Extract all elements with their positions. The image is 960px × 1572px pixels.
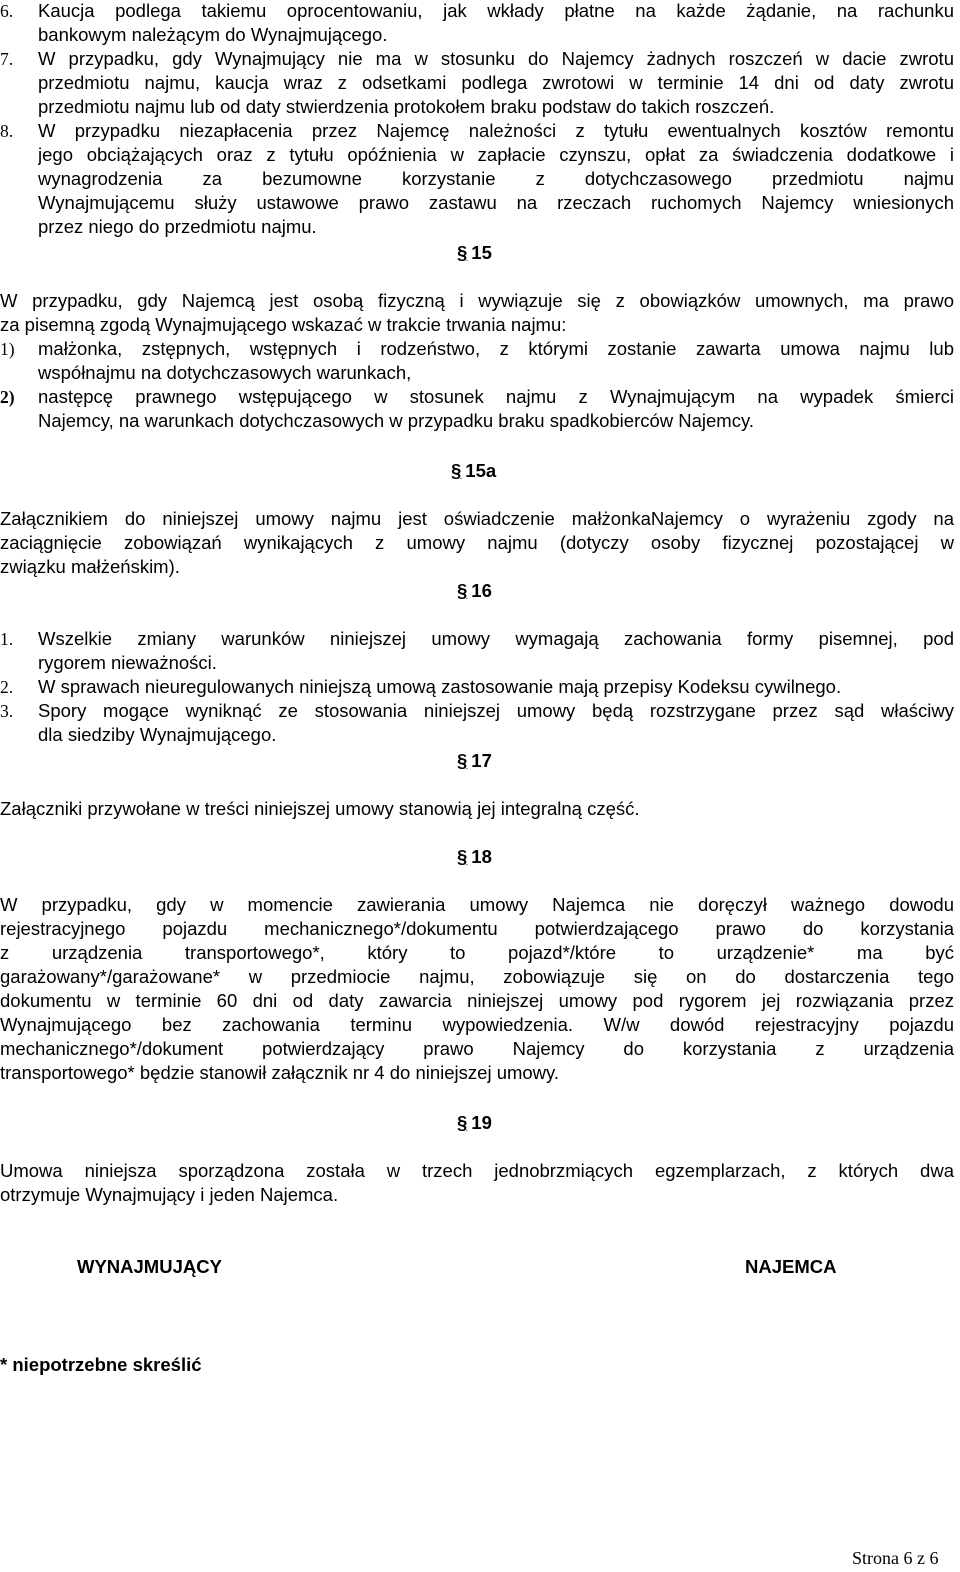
section-heading-15a	[451, 459, 496, 483]
text-line: garażowany*/garażowane* w przedmiocie najmu, zobowiązuje się on do dostarczenia tego	[0, 966, 954, 987]
text-line: małżonka, zstępnych, wstępnych i rodzeństwo, z którymi zostanie zawarta umowa najmu lub	[38, 338, 954, 359]
text-line: Wynajmującemu służy ustawowe prawo zastawu na rzeczach ruchomych Najemcy wniesionych	[38, 192, 954, 213]
text-line: Spory mogące wyniknąć ze stosowania niniejszej umowy będą rozstrzygane przez sąd właściwy	[38, 700, 954, 721]
text-line: Najemcy, na warunkach dotychczasowych w przypadku braku spadkobierców Najemcy.	[38, 410, 754, 431]
text-line: dla siedziby Wynajmującego.	[38, 724, 277, 745]
page-number: Strona 6 z 6	[852, 1548, 939, 1568]
text-line: Kaucja podlega takiemu oprocentowaniu, jak wkłady płatne na każde żądanie, na rachunku	[38, 0, 954, 21]
item-number: 2.	[0, 677, 14, 697]
text-line: za pisemną zgodą Wynajmującego wskazać w trakcie trwania najmu:	[0, 314, 567, 335]
text-line: wynagrodzenia za bezumowne korzystanie z dotychczasowego przedmiotu najmu	[38, 168, 954, 189]
text-line: z urządzenia transportowego*, który to pojazd*/które to urządzenie* ma być	[0, 942, 954, 963]
signature-label-tenant: NAJEMCA	[745, 1256, 837, 1277]
text-line: Wszelkie zmiany warunków niniejszej umowy wymagają zachowania formy pisemnej, pod	[38, 628, 954, 649]
paragraph-symbol: §	[457, 580, 468, 601]
item-number: 6.	[0, 1, 14, 21]
paragraph-symbol: §	[457, 750, 468, 771]
section-heading-15	[457, 241, 492, 265]
section-heading-17	[457, 749, 492, 773]
text-line: W przypadku, gdy Wynajmujący nie ma w stosunku do Najemcy żadnych roszczeń w dacie zwrotu	[38, 48, 954, 69]
item-number: 7.	[0, 49, 14, 69]
text-line: bankowym należącym do Wynajmującego.	[38, 24, 388, 45]
text-line: W sprawach nieuregulowanych niniejszą umową zastosowanie mają przepisy Kodeksu cywilnego.	[38, 676, 842, 697]
text-line: Umowa niniejsza sporządzona została w trzech jednobrzmiących egzemplarzach, z których dwa	[0, 1160, 954, 1181]
text-line: Załącznikiem do niniejszej umowy najmu jest oświadczenie małżonkaNajemcy o wyrażeniu zgody na	[0, 508, 954, 529]
text-line: rejestracyjnego pojazdu mechanicznego*/dokumentu potwierdzającego prawo do korzystania	[0, 918, 954, 939]
item-number: 1)	[0, 339, 15, 359]
text-line: transportowego* będzie stanowił załącznik nr 4 do niniejszej umowy.	[0, 1062, 560, 1083]
paragraph-symbol: §	[457, 1112, 468, 1133]
text-line: następcę prawnego wstępującego w stosunek najmu z Wynajmującym na wypadek śmierci	[38, 386, 954, 407]
section-heading-18	[457, 845, 492, 869]
section-number: 18	[471, 846, 492, 867]
text-line: W przypadku, gdy Najemcą jest osobą fizyczną i wywiązuje się z obowiązków umownych, ma prawo	[0, 290, 954, 311]
text-line: otrzymuje Wynajmujący i jeden Najemca.	[0, 1184, 339, 1205]
paragraph-symbol: §	[457, 846, 468, 867]
paragraph-symbol: §	[451, 460, 462, 481]
text-line: dokumentu w terminie 60 dni od daty zawarcia niniejszej umowy pod rygorem jej rozwiązania przez	[0, 990, 954, 1011]
text-line: W przypadku, gdy w momencie zawierania umowy Najemca nie doręczył ważnego dowodu	[0, 894, 954, 915]
item-number: 2)	[0, 387, 15, 407]
text-line: przez niego do przedmiotu najmu.	[38, 216, 317, 237]
text-line: mechanicznego*/dokument potwierdzający prawo Najemcy do korzystania z urządzenia	[0, 1038, 954, 1059]
item-number: 3.	[0, 701, 14, 721]
text-line: jego obciążających oraz z tytułu opóźnienia w zapłacie czynszu, opłat za świadczenia dodatkowe i	[38, 144, 954, 165]
section-number: 15	[471, 242, 492, 263]
section-heading-19	[457, 1111, 492, 1135]
footnote: * niepotrzebne skreślić	[0, 1354, 202, 1375]
section-heading-16	[457, 579, 492, 603]
text-line: Wynajmującego bez zachowania terminu wypowiedzenia. W/w dowód rejestracyjny pojazdu	[0, 1014, 954, 1035]
item-number: 8.	[0, 121, 14, 141]
section-number: 17	[471, 750, 492, 771]
text-line: przedmiotu najmu, kaucja wraz z odsetkami podlega zwrotowi w terminie 14 dni od daty zwrotu	[38, 72, 954, 93]
text-line: W przypadku niezapłacenia przez Najemcę należności z tytułu ewentualnych kosztów remontu	[38, 120, 954, 141]
section-number: 15a	[465, 460, 497, 481]
item-number: 1.	[0, 629, 14, 649]
section-number: 19	[471, 1112, 492, 1133]
text-line: związku małżeńskim).	[0, 556, 180, 577]
text-line: przedmiotu najmu lub od daty stwierdzenia protokołem braku podstaw do takich roszczeń.	[38, 96, 775, 117]
section-number: 16	[471, 580, 492, 601]
text-line: Załączniki przywołane w treści niniejszej umowy stanowią jej integralną część.	[0, 798, 640, 819]
text-line: rygorem nieważności.	[38, 652, 217, 673]
signature-label-landlord: WYNAJMUJĄCY	[77, 1256, 222, 1277]
text-line: współnajmu na dotychczasowych warunkach,	[38, 362, 412, 383]
text-line: zaciągnięcie zobowiązań wynikających z umowy najmu (dotyczy osoby fizycznej pozostającej w	[0, 532, 954, 553]
paragraph-symbol: §	[457, 242, 468, 263]
